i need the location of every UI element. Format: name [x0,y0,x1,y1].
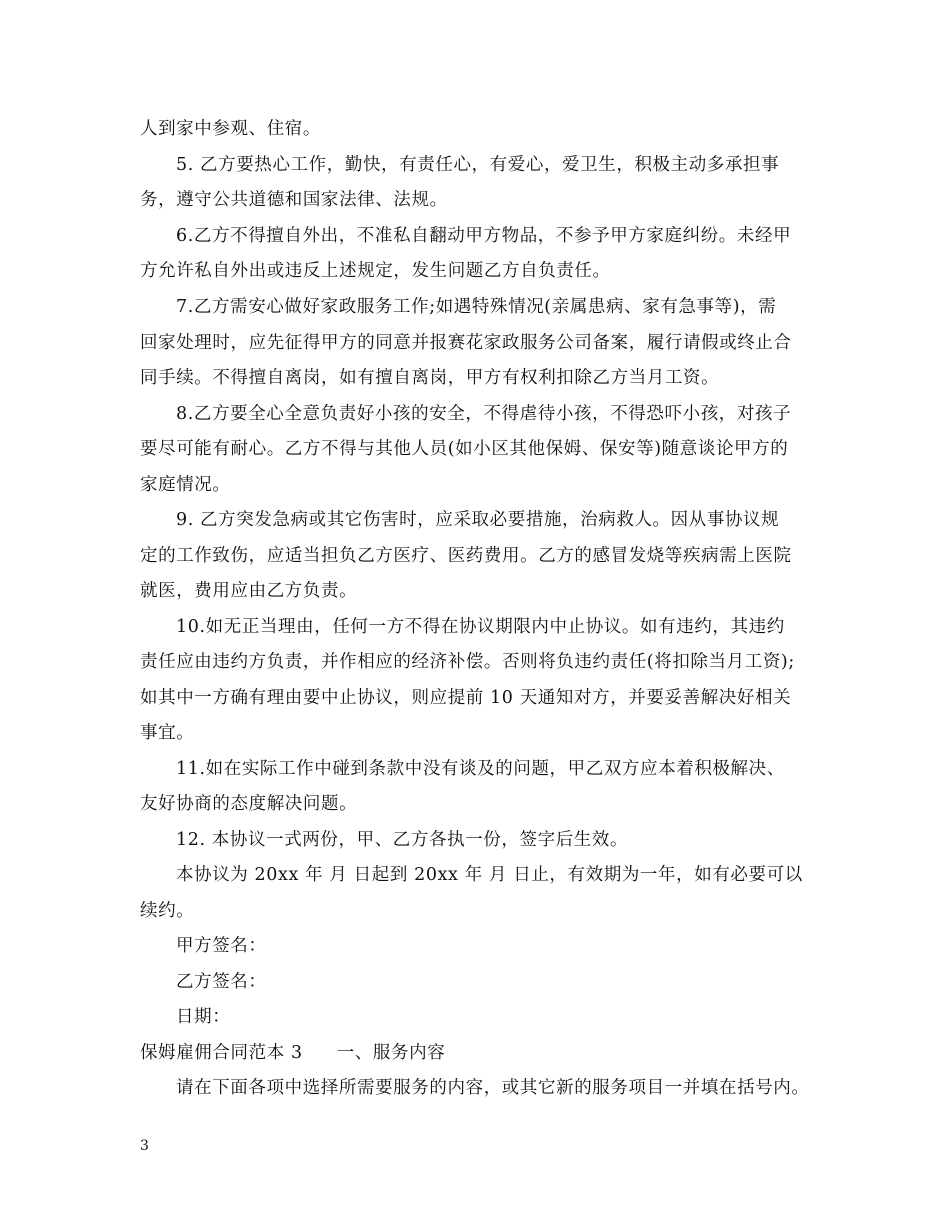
section-heading [140,1041,445,1065]
service-instruction: 请在下面各项中选择所需要服务的内容，或其它新的服务项目一并填在括号内。 [176,1078,810,1098]
clause-7-line-2: 回家处理时，应先征得甲方的同意并报赛花家政服务公司备案，履行请假或终止合 [140,333,792,353]
clause-9-line-1: 9. 乙方突发急病或其它伤害时，应采取必要措施，治病救人。因从事协议规 [176,510,780,530]
clause-11-line-2: 友好协商的态度解决问题。 [140,794,358,814]
party-b-signature: 乙方签名： [176,972,267,992]
party-a-signature: 甲方签名： [176,936,267,956]
clause-9-line-3: 就医，费用应由乙方负责。 [140,581,358,601]
clause-7-line-1: 7.乙方需安心做好家政服务工作;如遇特殊情况(亲属患病、家有急事等)，需 [176,297,777,317]
paragraph-line: 人到家中参观、住宿。 [140,119,321,139]
clause-12-line: 12. 本协议一式两份，甲、乙方各执一份，签字后生效。 [176,830,629,850]
clause-10-line-1: 10.如无正当理由，任何一方不得在协议期限内中止协议。如有违约，其违约 [176,617,785,637]
page-number: 3 [140,1138,149,1154]
clause-9-line-2: 定的工作致伤，应适当担负乙方医疗、医药费用。乙方的感冒发烧等疾病需上医院 [140,546,792,566]
clause-5-line-2: 务，遵守公共道德和国家法律、法规。 [140,190,448,210]
agreement-term-line-2: 续约。 [140,901,195,921]
clause-8-line-3: 家庭情况。 [140,475,231,495]
clause-8-line-2: 要尽可能有耐心。乙方不得与其他人员(如小区其他保姆、保安等)随意谈论甲方的 [140,439,789,459]
section-title: 保姆雇佣合同范本 3 [140,1043,303,1063]
clause-6-line-2: 方允许私自外出或违反上述规定，发生问题乙方自负责任。 [140,261,611,281]
clause-11-line-1: 11.如在实际工作中碰到条款中没有谈及的问题，甲乙双方应本着积极解决、 [176,759,785,779]
clause-7-line-3: 同手续。不得擅自离岗，如有擅自离岗，甲方有权利扣除乙方当月工资。 [140,368,720,388]
clause-5-line-1: 5. 乙方要热心工作，勤快，有责任心，有爱心，爱卫生，积极主动多承担事 [176,155,780,175]
clause-10-line-2: 责任应由违约方负责，并作相应的经济补偿。否则将负违约责任(将扣除当月工资); [140,652,795,672]
section-subtitle: 一、服务内容 [336,1043,446,1063]
clause-8-line-1: 8.乙方要全心全意负责好小孩的安全，不得虐待小孩，不得恐吓小孩，对孩子 [176,404,792,424]
agreement-term-line-1: 本协议为 20xx 年 月 日起到 20xx 年 月 日止，有效期为一年，如有必要可以 [176,865,803,885]
clause-10-line-4: 事宜。 [140,723,195,743]
clause-6-line-1: 6.乙方不得擅自外出，不准私自翻动甲方物品，不参予甲方家庭纠纷。未经甲 [176,226,792,246]
clause-10-line-3: 如其中一方确有理由要中止协议，则应提前 10 天通知对方，并要妥善解决好相关 [140,688,792,708]
signature-date: 日期： [176,1007,231,1027]
